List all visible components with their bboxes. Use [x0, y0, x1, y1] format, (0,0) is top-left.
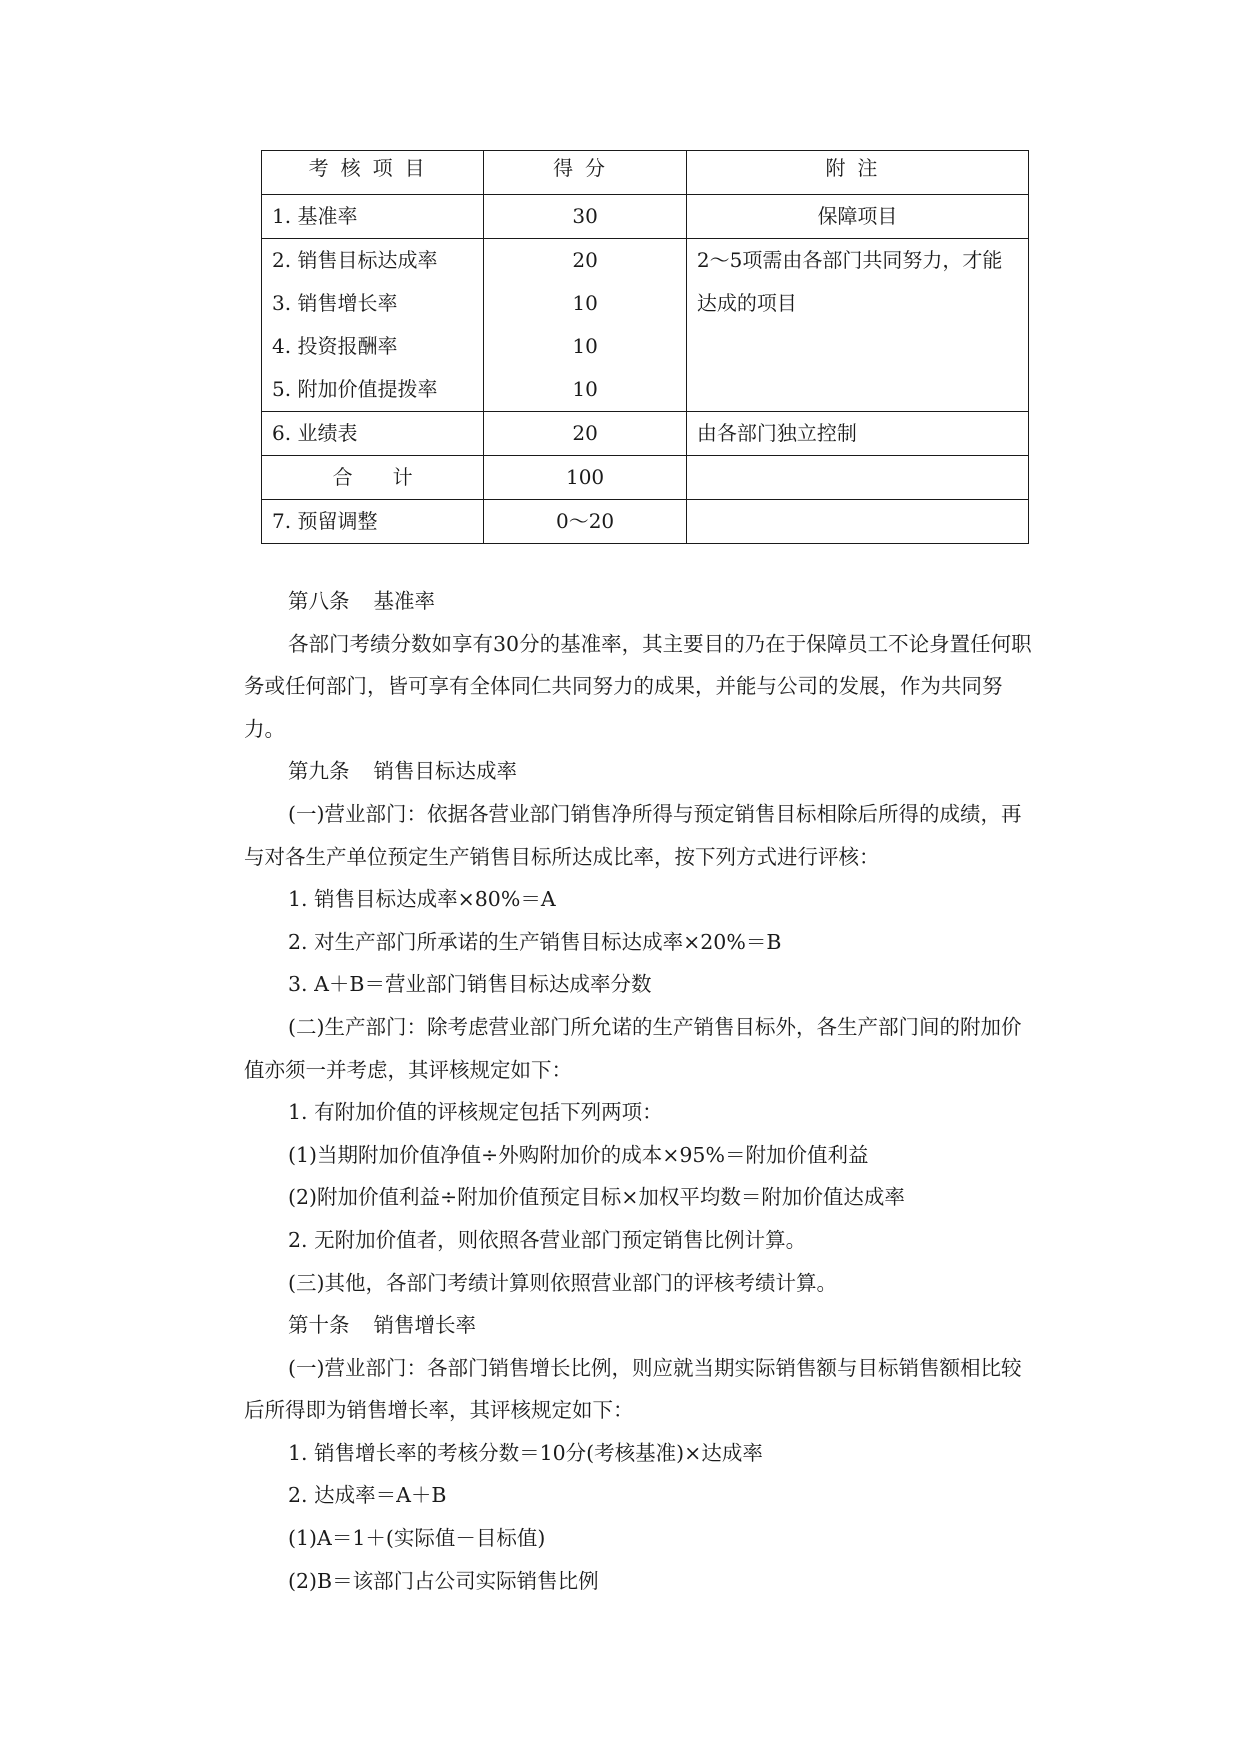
total-label-cell: 合 计	[262, 456, 484, 500]
article-title: 销售增长率	[373, 1313, 476, 1338]
article-number: 第九条	[288, 759, 350, 784]
article-9-heading	[244, 750, 1034, 793]
table-row	[262, 195, 1029, 239]
list-item: 1. 有附加价值的评核规定包括下列两项：	[288, 1100, 663, 1125]
list-item: (2)附加价值利益÷附加价值预定目标×加权平均数＝附加价值达成率	[288, 1185, 905, 1210]
paragraph: (一)营业部门：依据各营业部门销售净所得与预定销售目标相除后所得的成绩，再与对各生产单位预定生产销售目标所达成比率，按下列方式进行评核：	[244, 801, 1022, 869]
score-line: 10	[572, 334, 598, 358]
item-line: 4. 投资报酬率	[272, 334, 398, 358]
list-item: 3. A＋B＝营业部门销售目标达成率分数	[288, 972, 652, 997]
item-line: 5. 附加价值提拨率	[272, 377, 438, 401]
score-cell: 20	[484, 412, 687, 456]
score-cell: 30	[484, 195, 687, 239]
score-line: 10	[572, 377, 598, 401]
list-item: (1)当期附加价值净值÷外购附加价的成本×95%＝附加价值利益	[288, 1142, 869, 1167]
article-number: 第八条	[288, 589, 350, 613]
paragraph: (一)营业部门：各部门销售增长比例，则应就当期实际销售额与目标销售额相比较后所得即为销售增长率，其评核规定如下：	[244, 1355, 1022, 1423]
score-line: 20	[572, 248, 598, 272]
document-body	[244, 580, 1034, 1602]
list-item: 2. 达成率＝A＋B	[288, 1483, 447, 1508]
article-10-heading	[244, 1304, 1034, 1347]
score-cell: 0～20	[484, 500, 687, 544]
note-cell: 2～5项需由各部门共同努力，才能达成的项目	[686, 239, 1028, 412]
paragraph: (二)生产部门：除考虑营业部门所允诺的生产销售目标外，各生产部门间的附加价值亦须一并考虑，其评核规定如下：	[244, 1014, 1022, 1082]
item-cell-group	[262, 239, 484, 412]
table-row	[262, 412, 1029, 456]
score-cell-group	[484, 239, 687, 412]
score-line: 10	[572, 291, 598, 315]
item-line: 2. 销售目标达成率	[272, 248, 438, 272]
list-item: (2)B＝该部门占公司实际销售比例	[288, 1568, 599, 1593]
note-cell	[686, 456, 1028, 500]
table-header-row	[262, 151, 1029, 195]
header-score: 得分	[484, 151, 687, 195]
article-title: 销售目标达成率	[373, 759, 517, 784]
paragraph: 各部门考绩分数如享有30分的基准率，其主要目的乃在于保障员工不论身置任何职务或任何部门，皆可享有全体同仁共同努力的成果，并能与公司的发展，作为共同努力。	[244, 631, 1032, 741]
list-item: 1. 销售增长率的考核分数＝10分(考核基准)×达成率	[288, 1440, 763, 1465]
article-8-heading	[244, 580, 1034, 623]
score-cell: 100	[484, 456, 687, 500]
list-item: (1)A＝1＋(实际值－目标值)	[288, 1526, 546, 1551]
note-cell: 保障项目	[686, 195, 1028, 239]
article-number: 第十条	[288, 1313, 350, 1338]
list-item: 2. 无附加价值者，则依照各营业部门预定销售比例计算。	[288, 1227, 807, 1252]
note-cell	[686, 500, 1028, 544]
table-row	[262, 456, 1029, 500]
item-line: 3. 销售增长率	[272, 291, 398, 315]
item-cell: 7. 预留调整	[262, 500, 484, 544]
header-item: 考核项目	[262, 151, 484, 195]
note-cell: 由各部门独立控制	[686, 412, 1028, 456]
header-note: 附注	[686, 151, 1028, 195]
list-item: 1. 销售目标达成率×80%＝A	[288, 887, 556, 912]
list-item: 2. 对生产部门所承诺的生产销售目标达成率×20%＝B	[288, 929, 782, 954]
table-row	[262, 500, 1029, 544]
table-row	[262, 239, 1029, 412]
list-item: (三)其他，各部门考绩计算则依照营业部门的评核考绩计算。	[288, 1270, 837, 1295]
item-cell: 6. 业绩表	[262, 412, 484, 456]
score-table	[261, 150, 1029, 544]
item-cell: 1. 基准率	[262, 195, 484, 239]
article-title: 基准率	[373, 589, 435, 613]
